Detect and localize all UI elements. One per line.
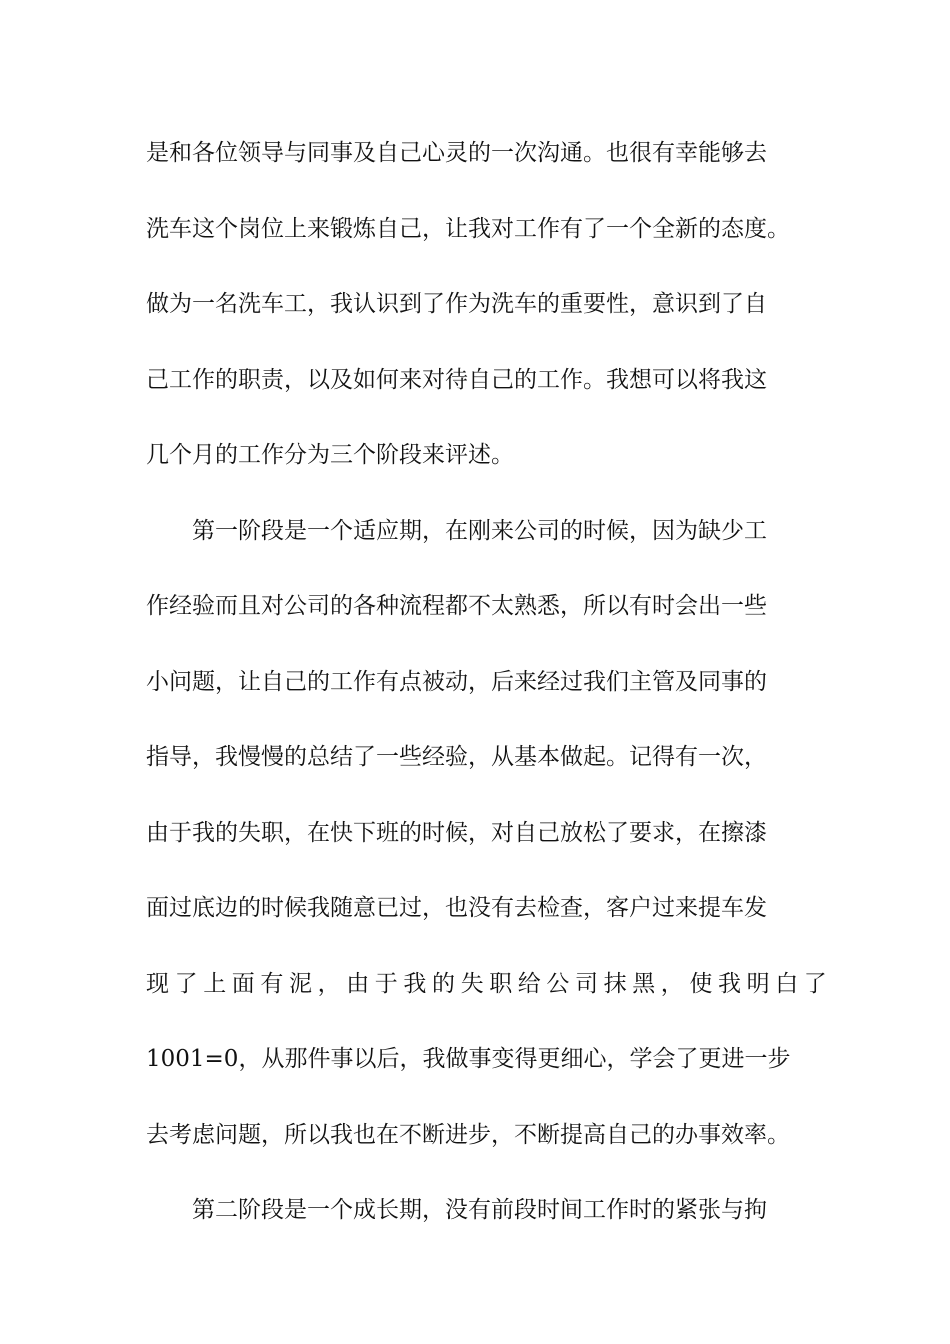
paragraph-start-line: 第一阶段是一个适应期，在刚来公司的时候，因为缺少工 [192,517,767,544]
text-line: 是和各位领导与同事及自己心灵的一次沟通。也很有幸能够去 [146,140,767,166]
text-line: 己工作的职责，以及如何来对待自己的工作。我想可以将我这 [146,366,767,393]
text-line: 现了上面有泥，由于我的失职给公司抹黑，使我明白了 [146,970,833,997]
text-line: 面过底边的时候我随意已过，也没有去检查，客户过来提车发 [146,895,767,921]
text-line: 去考虑问题，所以我也在不断进步，不断提高自己的办事效率。 [146,1121,790,1148]
text-line: 小问题，让自己的工作有点被动，后来经过我们主管及同事的 [146,668,767,695]
text-line: 指导，我慢慢的总结了一些经验，从基本做起。记得有一次， [146,744,767,770]
text-line: 洗车这个岗位上来锻炼自己，让我对工作有了一个全新的态度。 [146,215,790,242]
text-line: 几个月的工作分为三个阶段来评述。 [146,442,514,468]
text-line: 由于我的失职，在快下班的时候，对自己放松了要求，在擦漆 [146,819,767,846]
text-line: 做为一名洗车工，我认识到了作为洗车的重要性，意识到了自 [146,291,767,317]
text-line: 1001=0，从那件事以后，我做事变得更细心，学会了更进一步 [146,1046,791,1072]
text-line: 作经验而且对公司的各种流程都不太熟悉，所以有时会出一些 [146,593,767,619]
paragraph-start-line: 第二阶段是一个成长期，没有前段时间工作时的紧张与拘 [192,1197,767,1223]
document-body [146,131,833,1264]
